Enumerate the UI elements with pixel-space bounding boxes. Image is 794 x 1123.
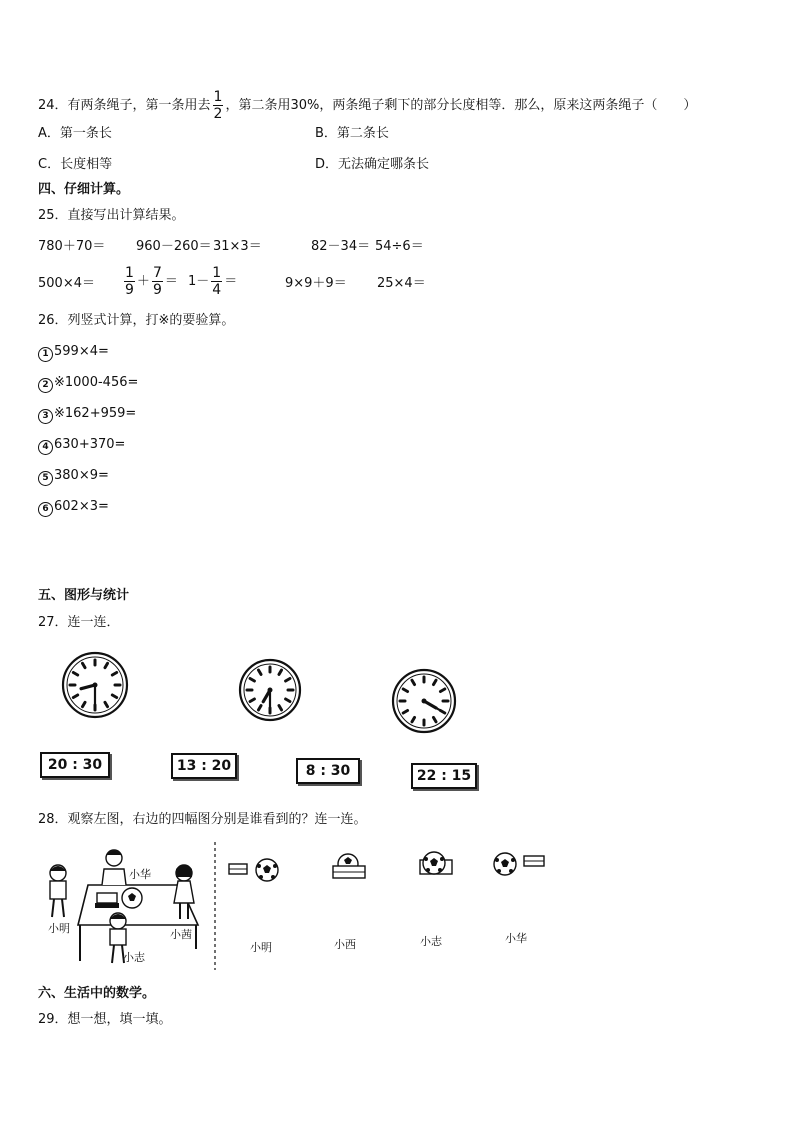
view-label-1: 小明 bbox=[250, 941, 272, 954]
q26-item-text: 599×4= bbox=[54, 344, 109, 359]
view-3-ball-front-of-box bbox=[416, 848, 456, 880]
view-2-ball-behind-box bbox=[330, 852, 370, 882]
q25-expr-10: 25×4＝ bbox=[377, 276, 426, 291]
q25-fraction-expr bbox=[122, 265, 237, 298]
q25-expr-3: 31×3＝ bbox=[213, 239, 262, 254]
circled-number: 4 bbox=[38, 440, 53, 455]
view-4-ball-left-box-right bbox=[492, 850, 550, 880]
section-4-heading: 四、仔细计算。 bbox=[38, 182, 130, 197]
circled-number: 2 bbox=[38, 378, 53, 393]
q26-item bbox=[38, 468, 109, 486]
q28-title: 28．观察左图，右边的四幅图分别是谁看到的？连一连。 bbox=[38, 812, 367, 827]
q26-item bbox=[38, 344, 109, 362]
circled-number: 3 bbox=[38, 409, 53, 424]
q24-option-d: D．无法确定哪条长 bbox=[315, 157, 430, 172]
circled-number: 5 bbox=[38, 471, 53, 486]
q25-frac-1-den: 9 bbox=[125, 282, 134, 298]
dashed-divider bbox=[214, 842, 216, 970]
q26-item-text: ※1000-456= bbox=[54, 375, 139, 390]
q26-item-text: ※162+959= bbox=[54, 406, 137, 421]
q25-expr-9: 9×9＋9＝ bbox=[285, 276, 347, 291]
view-label-3: 小志 bbox=[420, 935, 442, 948]
q25-frac-3-den: 4 bbox=[212, 282, 222, 298]
q25-frac-2-num: 7 bbox=[152, 265, 162, 281]
view-1-box-left-ball-right bbox=[227, 856, 283, 886]
q25-one-minus: 1－ bbox=[188, 274, 210, 289]
analog-clock-3 bbox=[391, 668, 457, 734]
q24-frac-den: 2 bbox=[213, 106, 223, 122]
digital-clock-2: 13 : 20 bbox=[171, 753, 237, 779]
q24-stem bbox=[38, 89, 696, 122]
q25-frac-1-num: 1 bbox=[125, 265, 134, 281]
q25-expr-1: 780＋70＝ bbox=[38, 239, 106, 254]
section-5-heading: 五、图形与统计 bbox=[38, 588, 130, 603]
q25-expr-5: 54÷6＝ bbox=[375, 239, 424, 254]
q24-option-c: C．长度相等 bbox=[38, 157, 113, 172]
circled-number: 1 bbox=[38, 347, 53, 362]
analog-clock-2 bbox=[238, 658, 302, 722]
q26-item bbox=[38, 499, 109, 517]
digital-clock-1: 20 : 30 bbox=[40, 752, 110, 778]
q25-title: 25．直接写出计算结果。 bbox=[38, 208, 185, 223]
q25-expr-4: 82－34＝ bbox=[311, 239, 371, 254]
q24-fraction bbox=[213, 89, 224, 122]
q25-frac-1 bbox=[124, 265, 135, 298]
analog-clock-1 bbox=[61, 651, 129, 719]
q24-option-a: A．第一条长 bbox=[38, 126, 112, 141]
q25-plus: ＋ bbox=[136, 274, 150, 289]
q26-item bbox=[38, 406, 136, 424]
q25-expr-6: 500×4＝ bbox=[38, 276, 95, 291]
q26-item-text: 630+370= bbox=[54, 437, 126, 452]
clock-center bbox=[93, 683, 98, 688]
view-label-4: 小华 bbox=[505, 932, 527, 945]
section-6-heading: 六、生活中的数学。 bbox=[38, 986, 156, 1001]
q25-frac-3-num: 1 bbox=[212, 265, 222, 281]
q27-title: 27．连一连． bbox=[38, 615, 120, 630]
clock-center bbox=[422, 699, 427, 704]
q25-frac-3 bbox=[211, 265, 222, 298]
q25-frac-2 bbox=[152, 265, 163, 298]
clock-center bbox=[268, 688, 273, 693]
circled-number: 6 bbox=[38, 502, 53, 517]
q24-stem-after: ，第二条用30%，两条绳子剩下的部分长度相等．那么，原来这两条绳子（ ） bbox=[225, 98, 697, 113]
scene-label-xiaoming: 小明 bbox=[48, 922, 70, 935]
q26-item bbox=[38, 437, 125, 455]
scene-label-xiaoqian: 小茜 bbox=[170, 928, 192, 941]
q26-item bbox=[38, 375, 138, 393]
digital-clock-3: 8 : 30 bbox=[296, 758, 360, 784]
q26-item-text: 380×9= bbox=[54, 468, 109, 483]
scene-label-xiaohua: 小华 bbox=[129, 868, 151, 881]
q25-equals-1: ＝ bbox=[164, 274, 178, 289]
q25-expr-2: 960－260＝ bbox=[136, 239, 212, 254]
q25-equals-2: ＝ bbox=[224, 274, 238, 289]
q24-option-b: B．第二条长 bbox=[315, 126, 389, 141]
q26-item-text: 602×3= bbox=[54, 499, 109, 514]
q29-title: 29．想一想，填一填。 bbox=[38, 1012, 172, 1027]
q24-frac-num: 1 bbox=[213, 89, 223, 105]
view-label-2: 小西 bbox=[334, 938, 356, 951]
digital-clock-4: 22 : 15 bbox=[411, 763, 477, 789]
q26-title: 26．列竖式计算，打※的要验算。 bbox=[38, 313, 235, 328]
scene-label-xiaozhi: 小志 bbox=[123, 951, 145, 964]
q25-frac-2-den: 9 bbox=[152, 282, 162, 298]
q24-stem-before: 24．有两条绳子，第一条用去 bbox=[38, 98, 211, 113]
